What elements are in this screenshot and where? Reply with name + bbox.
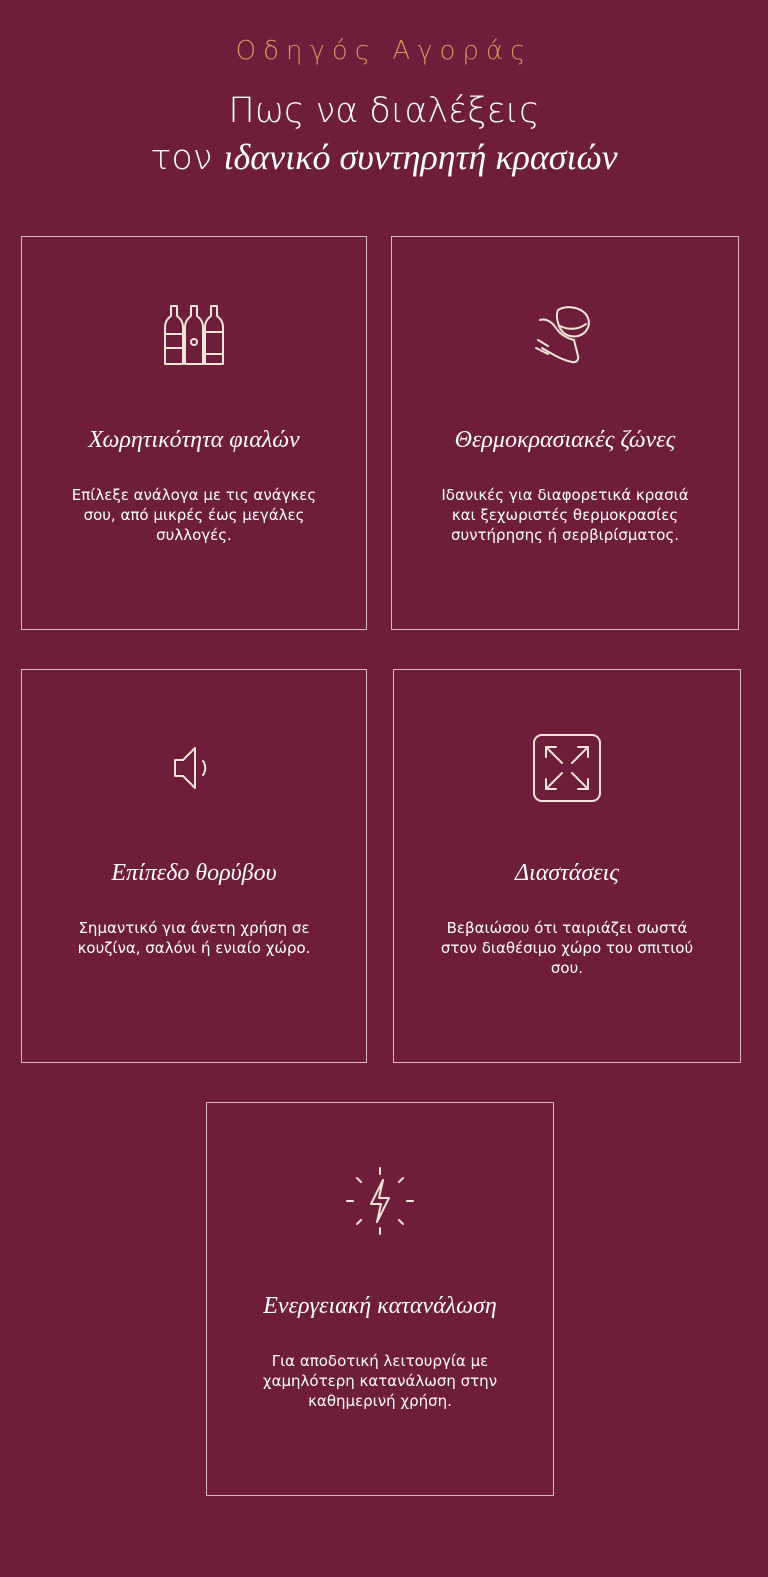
title-line-2-plain: τον <box>150 138 213 178</box>
page-title <box>0 88 768 181</box>
card-title: Επίπεδο θορύβου <box>111 860 277 886</box>
expand-icon <box>527 728 607 808</box>
wine-bottles-icon <box>154 295 234 375</box>
card-text: Για αποδοτική λειτουργία με χαμηλότερη κατανάλωση στην καθημερινή χρήση. <box>262 1352 498 1410</box>
feature-card-capacity <box>21 236 367 630</box>
feature-card-temperature-zones <box>391 236 739 630</box>
card-title: Διαστάσεις <box>514 860 620 886</box>
wine-glass-hand-icon <box>525 295 605 375</box>
eyebrow-label: Οδηγός Αγοράς <box>235 36 533 66</box>
feature-card-dimensions <box>393 669 741 1063</box>
card-text: Σημαντικό για άνετη χρήση σε κουζίνα, σαλόνι ή ενιαίο χώρο. <box>77 919 311 957</box>
card-text: Επίλεξε ανάλογα με τις ανάγκες σου, από μικρές έως μεγάλες συλλογές. <box>71 486 317 544</box>
card-text: Βεβαιώσου ότι ταιριάζει σωστά στον διαθέσιμο χώρο του σπιτιού σου. <box>440 919 694 977</box>
energy-bolt-icon <box>340 1161 420 1241</box>
title-line-2-italic: ιδανικό συντηρητή κρασιών <box>223 137 618 177</box>
card-title: Ενεργειακή κατανάλωση <box>263 1293 497 1319</box>
feature-card-energy <box>206 1102 554 1496</box>
card-text: Ιδανικές για διαφορετικά κρασιά και ξεχωριστές θερμοκρασίες συντήρησης ή σερβιρίσματος. <box>441 486 689 544</box>
card-title: Θερμοκρασιακές ζώνες <box>454 427 676 453</box>
feature-card-noise-level <box>21 669 367 1063</box>
speaker-icon <box>154 728 234 808</box>
card-title: Χωρητικότητα φιαλών <box>88 427 300 453</box>
title-line-2 <box>0 134 768 181</box>
title-line-1: Πως να διαλέξεις <box>228 91 540 131</box>
